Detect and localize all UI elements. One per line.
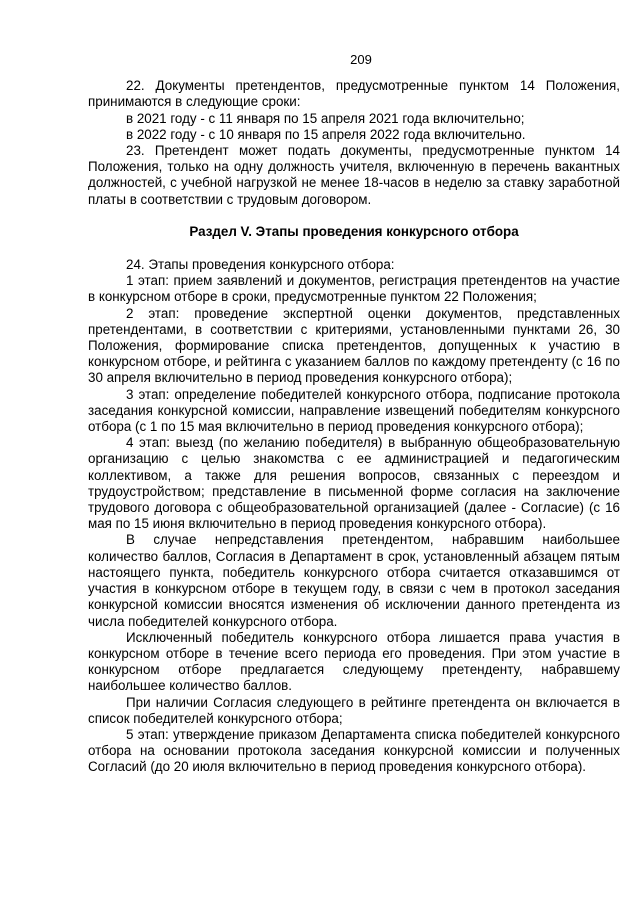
paragraph-stage-1: 1 этап: прием заявлений и документов, регистрация претендентов на участие в конкурсном отборе в сроки, предусмотренные пунктом 22 Положения; [88, 273, 620, 305]
paragraph-stage-5: 5 этап: утверждение приказом Департамента списка победителей конкурсного отбора на основании протокола заседания конкурсной комиссии и полученных Согласий (до 20 июля включительно в период проведения конкурсного отбора). [88, 726, 620, 775]
paragraph-23: 23. Претендент может подать документы, предусмотренные пунктом 14 Положения, только на одну должность учителя, включенную в перечень вакантных должностей, с учебной нагрузкой не менее 18-часов в неделю за ставку заработной платы в соответствии с трудовым договором. [88, 143, 620, 207]
paragraph-24: 24. Этапы проведения конкурсного отбора: [126, 257, 395, 273]
paragraph-stage-4: 4 этап: выезд (по желанию победителя) в выбранную общеобразовательную организацию с целью знакомства с ее администрацией и педагогическим коллективом, а также для решения вопросов, связанных с переездом и трудоустройством; представление в письменной форме согласия на заключение трудового договора с общеобразовательной организацией (далее - Согласие) (с 16 мая по 15 июня включительно в период проведения конкурсного отбора). [88, 435, 620, 532]
paragraph-2021-deadline: в 2021 году - с 11 января по 15 апреля 2021 года включительно; [126, 110, 525, 126]
section-heading: Раздел V. Этапы проведения конкурсного отбора [189, 223, 519, 239]
paragraph-2022-deadline: в 2022 году - с 10 января по 15 апреля 2022 года включительно. [126, 126, 526, 142]
paragraph-stage-2: 2 этап: проведение экспертной оценки документов, представленных претендентами, в соответствии с критериями, установленными пунктами 26, 30 Положения, формирование списка претендентов, допущенных к участию в конкурсном отборе, и рейтинга с указанием баллов по каждому претенденту (с 16 по 30 апреля включительно в период проведения конкурсного отбора); [88, 305, 620, 386]
paragraph-22: 22. Документы претендентов, предусмотренные пунктом 14 Положения, принимаются в следующие сроки: [88, 78, 620, 110]
paragraph-non-submission: В случае непредставления претендентом, набравшим наибольшее количество баллов, Согласия в Департамент в срок, установленный абзацем пятым настоящего пункта, победитель конкурсного отбора считается отказавшимся от участия в конкурсном отборе в текущем году, в связи с чем в протокол заседания конкурсной комиссии вносятся изменения об исключении данного претендента из числа победителей конкурсного отбора. [88, 532, 620, 629]
document-page [88, 52, 620, 776]
paragraph-stage-3: 3 этап: определение победителей конкурсного отбора, подписание протокола заседания конкурсной комиссии, направление извещений победителям конкурсного отбора (с 1 по 15 мая включительно в период проведения конкурсного отбора); [88, 386, 620, 435]
page-number: 209 [350, 52, 372, 67]
paragraph-next-candidate: При наличии Согласия следующего в рейтинге претендента он включается в список победителей конкурсного отбора; [88, 694, 620, 726]
paragraph-excluded-winner: Исключенный победитель конкурсного отбора лишается права участия в конкурсном отборе в течение всего периода его проведения. При этом участие в конкурсном отборе предлагается следующему претенденту, набравшему наибольшее количество баллов. [88, 629, 620, 694]
